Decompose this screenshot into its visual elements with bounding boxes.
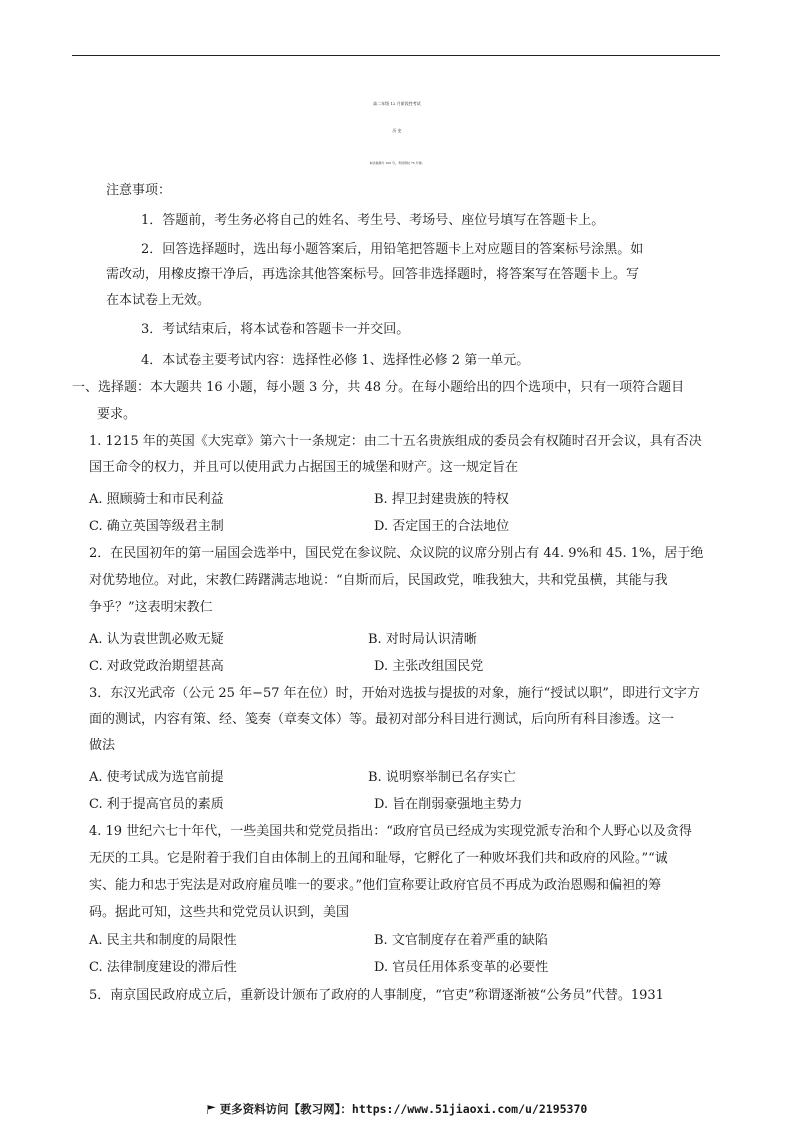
notice-item: 2．回答选择题时，选出每小题答案后，用铅笔把答题卡上对应题目的答案标号涂黑。如 [141, 242, 644, 257]
notice-heading: 注意事项： [106, 183, 172, 198]
question-2-option-b: B. 对时局认识清晰 [368, 632, 477, 647]
question-4-text: 4. 19 世纪六七十年代，一些美国共和党党员指出：“政府官员已经成为实现党派专治和个人野心以及贪得 [89, 824, 692, 839]
subject-title: 历 史 [392, 128, 402, 133]
question-1-text: 国王命令的权力，并且可以使用武力占据国王的城堡和财产。这一规定旨在 [89, 460, 519, 475]
question-4-option-a: A. 民主共和制度的局限性 [89, 933, 237, 948]
question-2-text: 争乎？”这表明宋教仁 [89, 600, 213, 615]
notice-item: 需改动，用橡皮擦干净后，再选涂其他答案标号。回答非选择题时，将答案写在答题卡上。写 [106, 267, 640, 282]
question-2-text: 对优势地位。对此，宋教仁踌躇满志地说：“自斯而后，民国政党，唯我独大，共和党虽横，其能与我 [89, 573, 668, 588]
exam-title: 高二年级 12 月阶段性考试 [373, 101, 421, 106]
question-2-option-d: D. 主张改组国民党 [374, 659, 484, 674]
question-2-text: 2．在民国初年的第一届国会选举中，国民党在参议院、众议院的议席分别占有 44. 9%和 45. 1%，居于绝 [89, 546, 704, 561]
question-3-option-b: B. 说明察举制已名存实亡 [368, 770, 516, 785]
question-1-option-d: D. 否定国王的合法地位 [374, 519, 510, 534]
section-heading-cont: 要求。 [97, 407, 137, 422]
question-5-text: 5．南京国民政府成立后，重新设计颁布了政府的人事制度，“官吏”称谓逐渐被“公务员”代替。1931 [89, 988, 664, 1003]
footer-link[interactable] [0, 1101, 794, 1117]
question-4-text: 码。据此可知，这些共和党党员认识到，美国 [89, 905, 350, 920]
header-rule [72, 55, 720, 56]
question-3-option-a: A. 使考试成为选官前提 [89, 770, 224, 785]
question-1-option-a: A. 照顾骑士和市民利益 [89, 492, 224, 507]
question-1-option-c: C. 确立英国等级君主制 [89, 519, 224, 534]
question-3-text: 面的测试，内容有策、经、笺奏（章奏文体）等。最初对部分科目进行测试，后向所有科目渗透。这一 [89, 712, 675, 727]
notice-item: 3．考试结束后，将本试卷和答题卡一并交回。 [141, 322, 410, 337]
question-3-option-c: C. 利于提高官员的素质 [89, 797, 224, 812]
question-2-option-a: A. 认为袁世凯必败无疑 [89, 632, 224, 647]
notice-item: 1．答题前，考生务必将自己的姓名、考生号、考场号、座位号填写在答题卡上。 [141, 213, 605, 228]
question-1-option-b: B. 捍卫封建贵族的特权 [374, 492, 509, 507]
notice-item: 4．本试卷主要考试内容：选择性必修 1、选择性必修 2 第一单元。 [141, 353, 530, 368]
exam-info: 本试卷满分 100 分，考试用时 75 分钟。 [369, 161, 425, 165]
notice-item: 在本试卷上无效。 [106, 293, 211, 308]
question-2-option-c: C. 对政党政治期望甚高 [89, 659, 224, 674]
question-3-text: 3．东汉光武帝（公元 25 年−57 年在位）时，开始对选拔与提拔的对象，施行“授试以职”，即进行文字方 [89, 686, 700, 701]
flag-icon [207, 1105, 216, 1114]
question-3-option-d: D. 旨在削弱豪强地主势力 [374, 797, 523, 812]
question-4-option-b: B. 文官制度存在着严重的缺陷 [374, 933, 548, 948]
question-4-text: 实、能力和忠于宪法是对政府雇员唯一的要求。”他们宣称要让政府官员不再成为政治恩赐和偏袒的筹 [89, 878, 662, 893]
question-4-option-c: C. 法律制度建设的滞后性 [89, 960, 237, 975]
question-1-text: 1. 1215 年的英国《大宪章》第六十一条规定：由二十五名贵族组成的委员会有权随时召开会议，具有否决 [89, 434, 702, 449]
section-heading: 一、选择题：本大题共 16 小题，每小题 3 分，共 48 分。在每小题给出的四个选项中，只有一项符合题目 [72, 380, 685, 395]
footer-text: 更多资料访问【教习网】：https://www.51jiaoxi.com/u/2195370 [219, 1102, 588, 1116]
question-4-text: 无厌的工具。它是附着于我们自由体制上的丑闻和耻辱，它孵化了一种败坏我们共和政府的风险。”“诚 [89, 851, 668, 866]
question-3-text: 做法 [89, 738, 116, 753]
question-4-option-d: D. 官员任用体系变革的必要性 [374, 960, 549, 975]
